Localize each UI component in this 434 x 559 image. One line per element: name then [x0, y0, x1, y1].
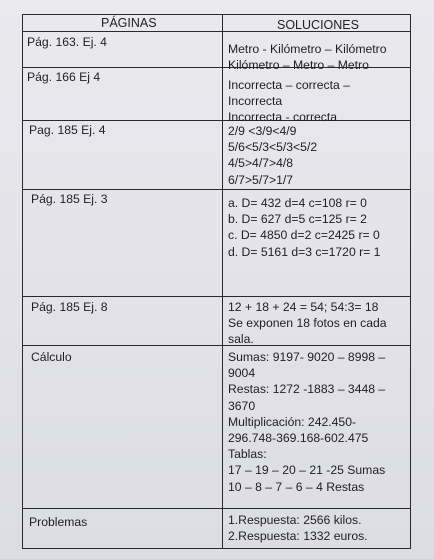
- row-divider: [23, 120, 410, 121]
- row-divider: [23, 508, 410, 509]
- column-divider: [222, 15, 223, 548]
- header-soluciones: SOLUCIONES: [277, 18, 359, 32]
- row-page-label: Pag. 185 Ej. 4: [29, 123, 106, 137]
- row-solution: Sumas: 9197- 9020 – 8998 – 9004 Restas: 1272 -1883 – 3448 – 3670 Multiplicación: 242.450- 296.748-369.168-602.475 Tablas: 17 – 19 – 20 – 21 -25 Sumas 10 – 8 – 7 – 6 – 4 Restas: [228, 350, 386, 494]
- row-divider: [23, 296, 410, 297]
- header-paginas: PÁGINAS: [101, 16, 157, 30]
- row-solution: Incorrecta – correcta – Incorrecta Incorrecta - correcta: [228, 78, 350, 125]
- row-solution: Metro - Kilómetro – Kilómetro Kilómetro – Metro – Metro: [228, 42, 387, 73]
- row-page-label: Problemas: [29, 515, 88, 529]
- row-divider: [23, 189, 410, 190]
- row-solution: a. D= 432 d=4 c=108 r= 0 b. D= 627 d=5 c=125 r= 2 c. D= 4850 d=2 c=2425 r= 0 d. D= 5161 d=3 c=1720 r= 1: [228, 196, 381, 259]
- row-page-label: Cálculo: [31, 350, 72, 364]
- solutions-table: [22, 14, 411, 549]
- row-solution: 1.Respuesta: 2566 kilos. 2.Respuesta: 1332 euros.: [228, 513, 368, 544]
- row-solution: 2/9 <3/9<4/9 5/6<5/3<5/3<5/2 4/5>4/7>4/8 6/7>5/7>1/7: [228, 124, 318, 187]
- row-page-label: Pág. 163. Ej. 4: [27, 35, 107, 49]
- row-page-label: Pág. 185 Ej. 3: [31, 192, 108, 206]
- row-page-label: Pág. 166 Ej 4: [27, 70, 101, 84]
- row-page-label: Pág. 185 Ej. 8: [31, 300, 108, 314]
- row-solution: 12 + 18 + 24 = 54; 54:3= 18 Se exponen 18 fotos en cada sala.: [228, 300, 387, 347]
